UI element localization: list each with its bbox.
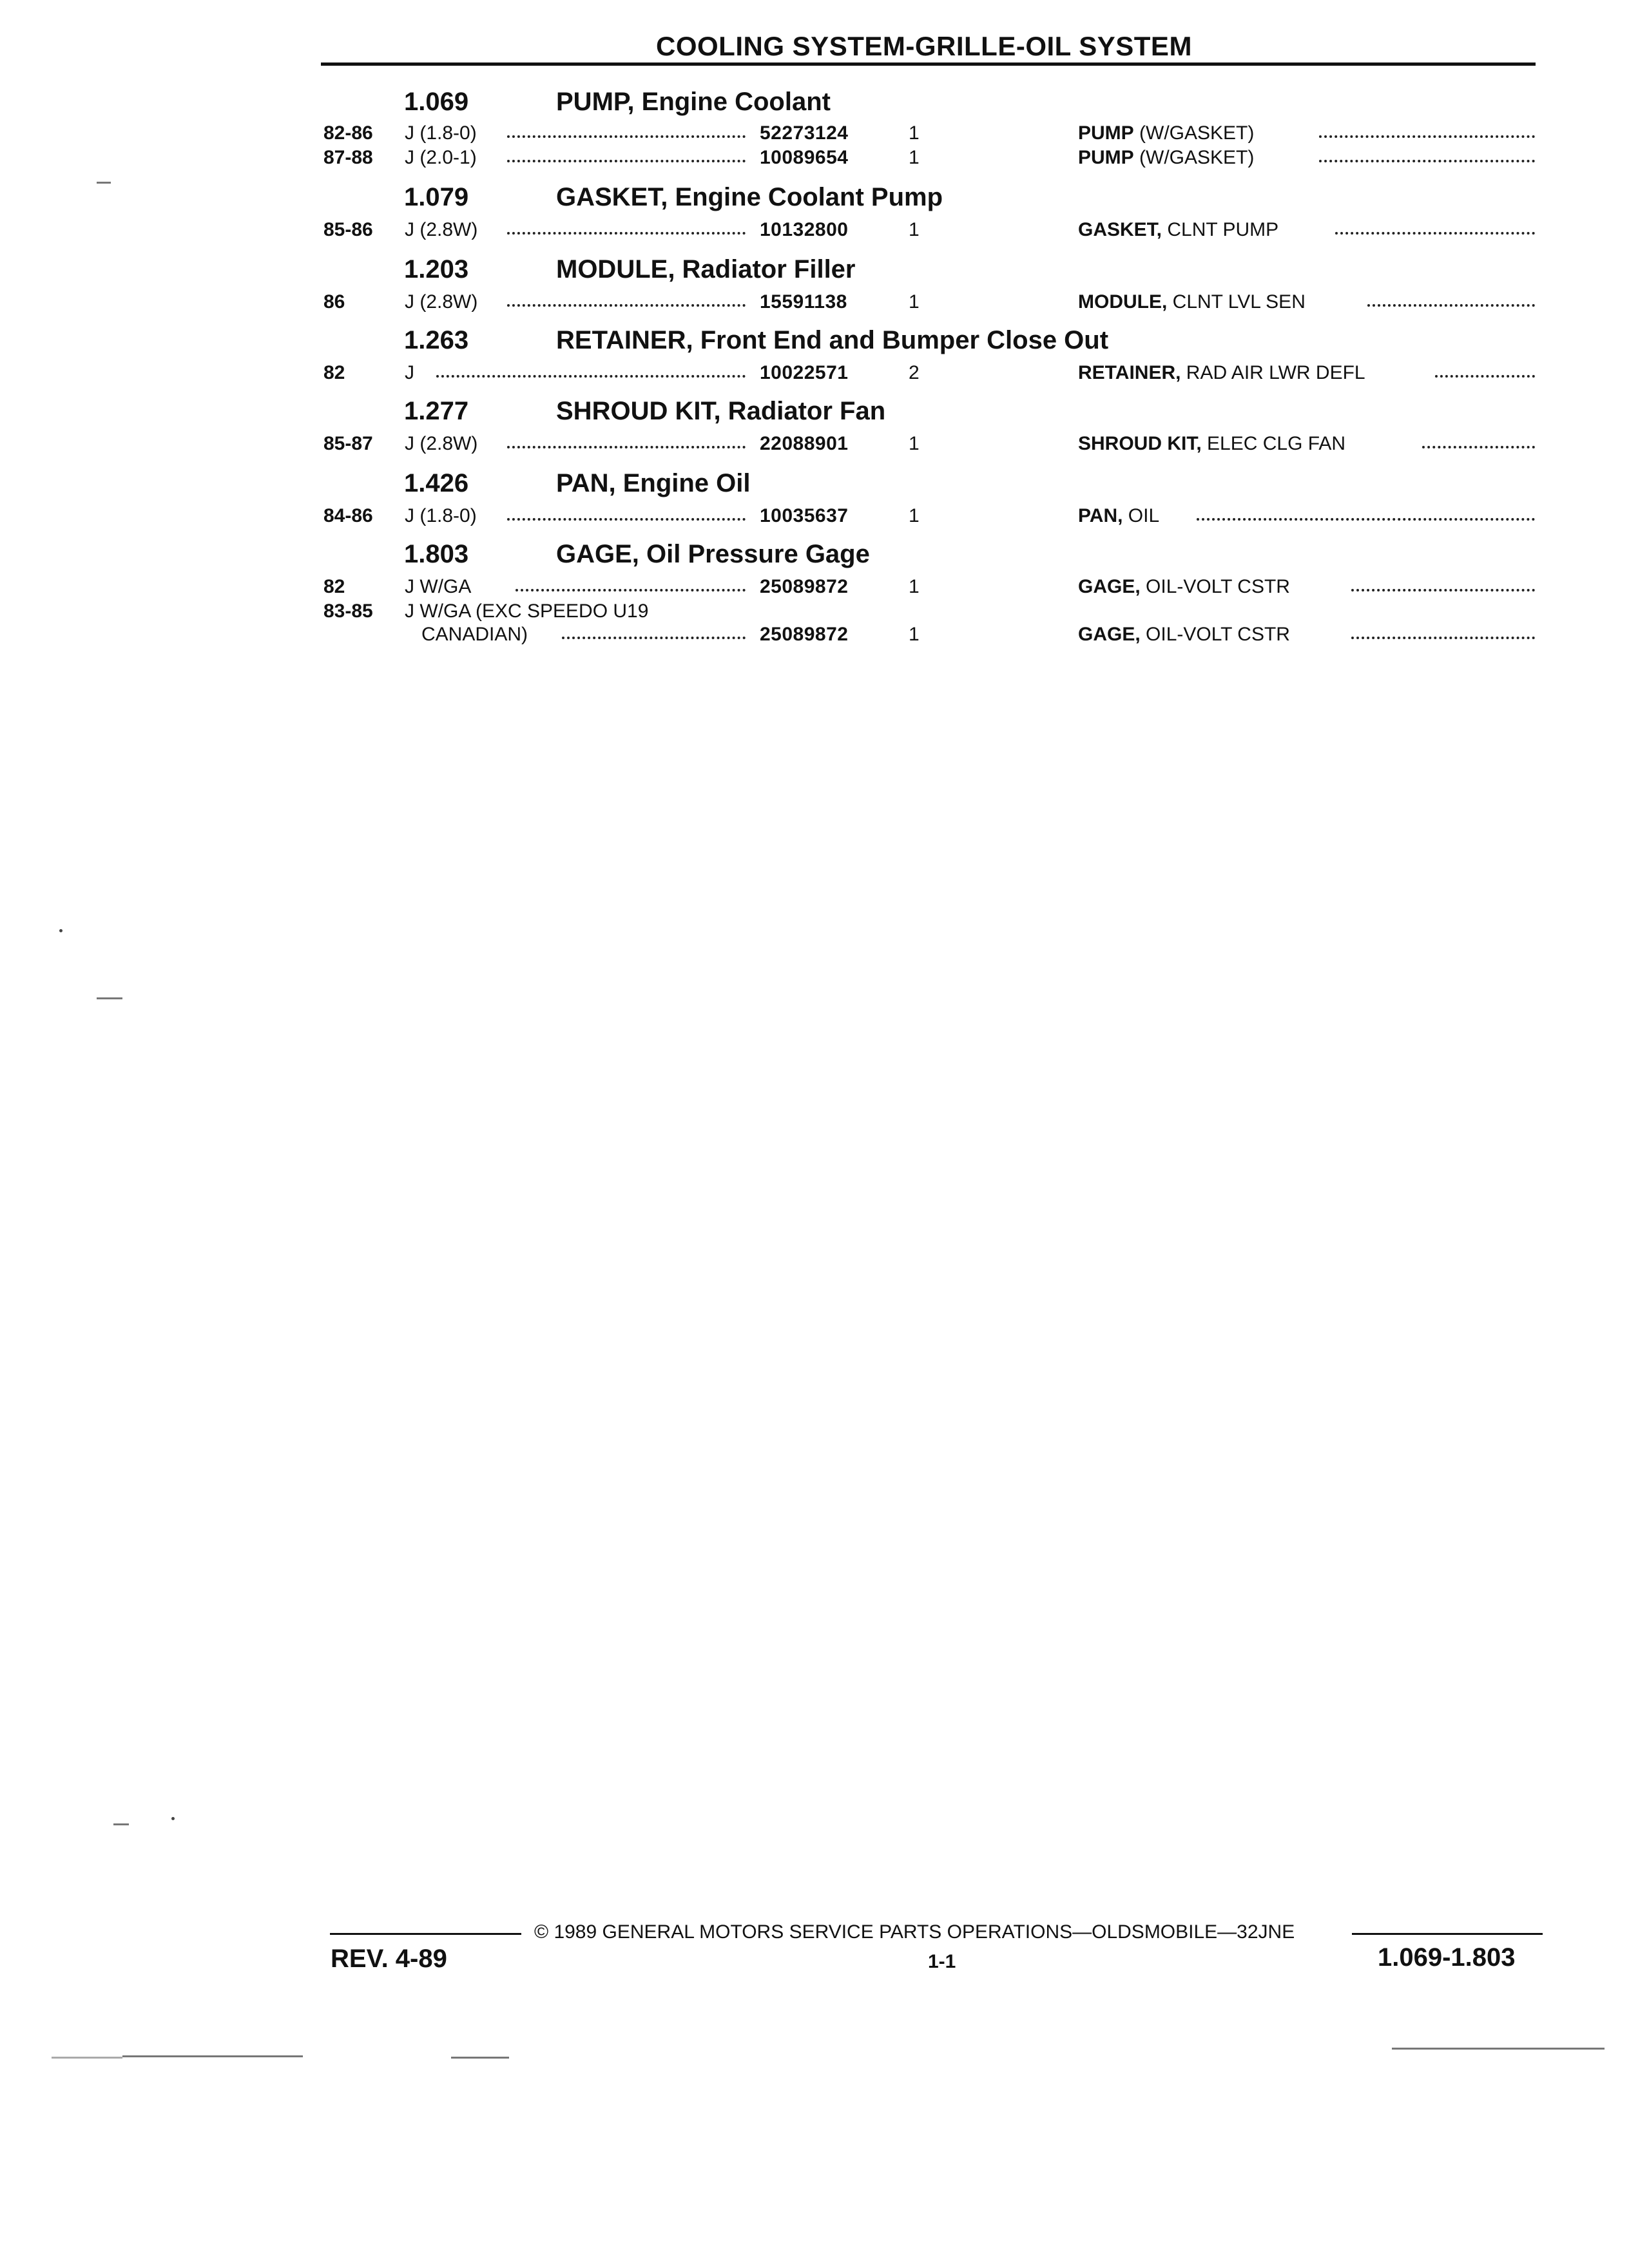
- application: J (2.8W): [405, 433, 478, 454]
- description-detail: OIL: [1123, 505, 1160, 526]
- part-description: [1078, 433, 1345, 455]
- section-heading: [404, 397, 1177, 432]
- section-heading: [404, 469, 1177, 504]
- model-years: 82: [323, 576, 345, 597]
- description-detail: (W/GASKET): [1133, 122, 1255, 144]
- part-number: 10089654: [760, 147, 849, 168]
- footer-rule: [1352, 1933, 1543, 1935]
- description-detail: (W/GASKET): [1133, 147, 1255, 168]
- part-number: 52273124: [760, 122, 849, 144]
- section-number: 1.277: [404, 397, 469, 425]
- leader-dots: [1197, 518, 1535, 521]
- section-name: SHROUD KIT, Radiator Fan: [556, 397, 886, 425]
- section-name: RETAINER, Front End and Bumper Close Out: [556, 326, 1109, 354]
- description-detail: RAD AIR LWR DEFL: [1181, 362, 1365, 383]
- model-years: 87-88: [323, 147, 373, 168]
- description-keyword: PAN,: [1078, 505, 1123, 526]
- model-years: 86: [323, 291, 345, 312]
- leader-dots: [507, 232, 746, 235]
- model-years: 85-87: [323, 433, 373, 454]
- model-years: 84-86: [323, 505, 373, 526]
- model-years: 85-86: [323, 219, 373, 240]
- revision-label: REV. 4-89: [331, 1945, 447, 1973]
- description-keyword: RETAINER,: [1078, 362, 1181, 383]
- part-description: [1078, 219, 1278, 241]
- model-years: 82: [323, 362, 345, 383]
- section-heading: [404, 183, 1177, 218]
- description-keyword: SHROUD KIT,: [1078, 433, 1202, 454]
- description-keyword: GAGE,: [1078, 576, 1141, 597]
- application: J (1.8-0): [405, 505, 477, 526]
- leader-dots: [507, 160, 746, 162]
- description-keyword: PUMP: [1078, 147, 1134, 168]
- section-name: GAGE, Oil Pressure Gage: [556, 540, 870, 568]
- part-number: 10035637: [760, 505, 849, 526]
- parts-row: [323, 362, 1535, 388]
- section-number: 1.803: [404, 540, 469, 568]
- parts-row: [323, 433, 1535, 459]
- part-number: 10132800: [760, 219, 849, 240]
- leader-dots: [1335, 232, 1535, 235]
- description-detail: CLNT PUMP: [1162, 219, 1279, 240]
- footer-rule: [330, 1933, 521, 1935]
- footer-copyright: © 1989 GENERAL MOTORS SERVICE PARTS OPERATIONS—OLDSMOBILE—32JNE: [534, 1921, 1295, 1943]
- parts-row: [323, 122, 1535, 148]
- parts-row: [323, 147, 1535, 173]
- scan-mark: [122, 2055, 303, 2057]
- part-description: [1078, 576, 1290, 598]
- leader-dots: [507, 446, 746, 448]
- application-continued: CANADIAN): [421, 624, 528, 645]
- leader-dots: [1351, 637, 1535, 639]
- description-detail: CLNT LVL SEN: [1167, 291, 1306, 312]
- title-rule: [321, 62, 1536, 66]
- scan-mark: [451, 2057, 509, 2059]
- section-name: MODULE, Radiator Filler: [556, 255, 856, 284]
- parts-row: [323, 219, 1535, 245]
- application: J W/GA (EXC SPEEDO U19: [405, 601, 649, 622]
- quantity: 1: [909, 219, 920, 240]
- quantity: 1: [909, 624, 920, 645]
- section-heading: [404, 326, 1242, 361]
- description-detail: OIL-VOLT CSTR: [1140, 624, 1290, 645]
- section-number: 1.079: [404, 183, 469, 211]
- part-number: 22088901: [760, 433, 849, 454]
- section-number: 1.263: [404, 326, 469, 354]
- quantity: 2: [909, 362, 920, 383]
- application: J W/GA: [405, 576, 472, 597]
- application: J (2.0-1): [405, 147, 477, 168]
- scan-mark: [97, 997, 122, 999]
- page-number: 1-1: [928, 1951, 956, 1972]
- leader-dots: [436, 375, 746, 378]
- leader-dots: [1367, 304, 1535, 307]
- model-years: 83-85: [323, 601, 373, 622]
- scan-mark: [52, 2057, 122, 2059]
- leader-dots: [1351, 589, 1535, 591]
- section-heading: [404, 88, 1177, 122]
- quantity: 1: [909, 122, 920, 144]
- quantity: 1: [909, 576, 920, 597]
- page-title: COOLING SYSTEM-GRILLE-OIL SYSTEM: [656, 31, 1192, 61]
- section-name: PUMP, Engine Coolant: [556, 88, 831, 116]
- leader-dots: [1435, 375, 1535, 378]
- description-keyword: PUMP: [1078, 122, 1134, 144]
- scan-mark: [171, 1817, 175, 1820]
- leader-dots: [507, 518, 746, 521]
- application: J (1.8-0): [405, 122, 477, 144]
- section-name: PAN, Engine Oil: [556, 469, 751, 497]
- part-description: [1078, 362, 1365, 384]
- parts-row: [323, 505, 1535, 531]
- scan-mark: [97, 182, 111, 184]
- quantity: 1: [909, 433, 920, 454]
- parts-row: [323, 601, 1535, 651]
- quantity: 1: [909, 505, 920, 526]
- leader-dots: [1319, 135, 1535, 138]
- quantity: 1: [909, 291, 920, 312]
- section-name: GASKET, Engine Coolant Pump: [556, 183, 943, 211]
- leader-dots: [562, 637, 746, 639]
- section-number: 1.203: [404, 255, 469, 284]
- leader-dots: [1319, 160, 1535, 162]
- description-keyword: GASKET,: [1078, 219, 1162, 240]
- part-number: 10022571: [760, 362, 849, 383]
- section-heading: [404, 540, 1177, 575]
- part-description: [1078, 147, 1254, 169]
- quantity: 1: [909, 147, 920, 168]
- part-description: [1078, 122, 1254, 144]
- part-number: 25089872: [760, 576, 849, 597]
- section-number: 1.069: [404, 88, 469, 116]
- description-detail: ELEC CLG FAN: [1201, 433, 1346, 454]
- parts-row: [323, 291, 1535, 317]
- leader-dots: [1422, 446, 1535, 448]
- part-description: [1078, 505, 1159, 527]
- scan-mark: [1392, 2048, 1605, 2050]
- leader-dots: [507, 304, 746, 307]
- part-description: [1078, 624, 1290, 646]
- application: J (2.8W): [405, 219, 478, 240]
- description-keyword: GAGE,: [1078, 624, 1141, 645]
- scan-mark: [113, 1823, 129, 1825]
- part-number: 25089872: [760, 624, 849, 645]
- part-description: [1078, 291, 1306, 313]
- application: J (2.8W): [405, 291, 478, 312]
- section-heading: [404, 255, 1177, 290]
- application: J: [405, 362, 414, 383]
- section-number: 1.426: [404, 469, 469, 497]
- section-range: 1.069-1.803: [1378, 1943, 1516, 1972]
- leader-dots: [516, 589, 746, 591]
- leader-dots: [507, 135, 746, 138]
- description-keyword: MODULE,: [1078, 291, 1168, 312]
- part-number: 15591138: [760, 291, 847, 312]
- scan-mark: [59, 929, 63, 932]
- parts-row: [323, 576, 1535, 602]
- description-detail: OIL-VOLT CSTR: [1140, 576, 1290, 597]
- model-years: 82-86: [323, 122, 373, 144]
